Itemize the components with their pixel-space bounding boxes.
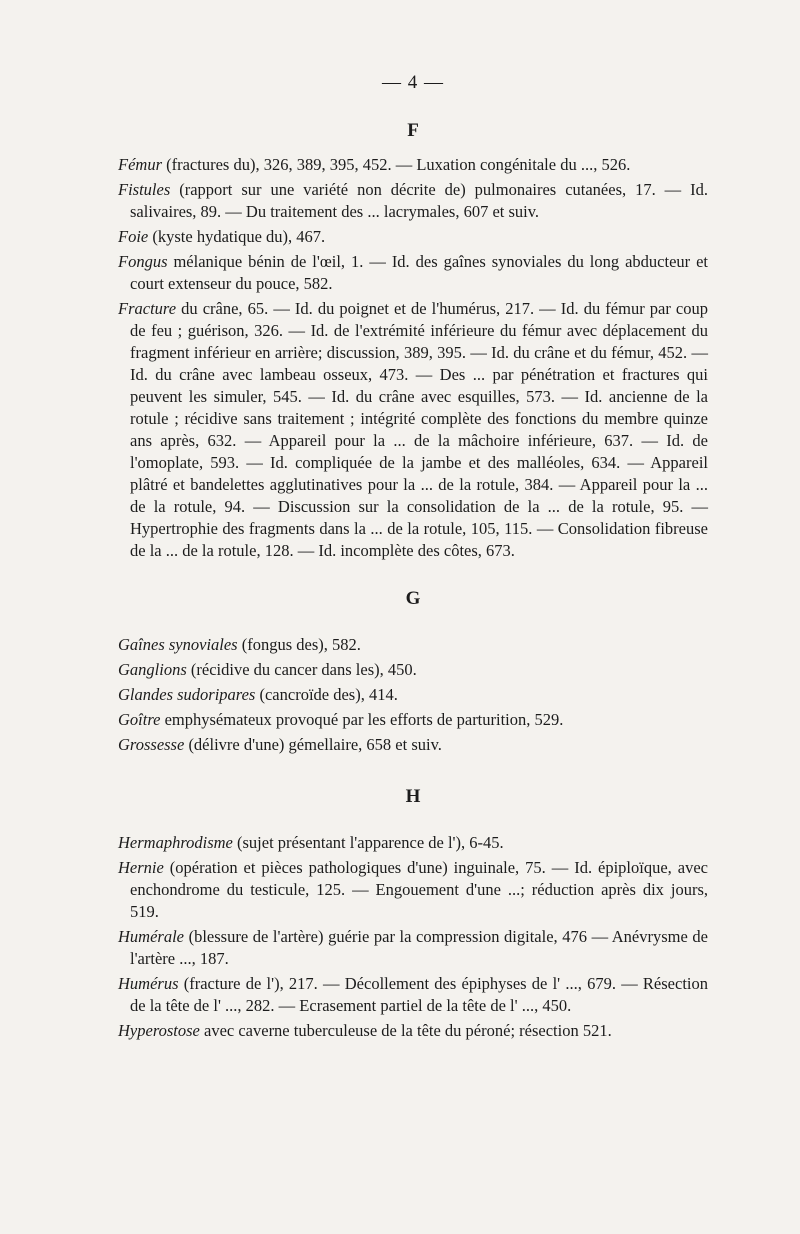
index-entry: [118, 926, 708, 970]
entry-term: Hermaphrodisme: [118, 833, 233, 852]
section-g: [118, 588, 708, 756]
index-entry: [118, 973, 708, 1017]
entry-text: mélanique bénin de l'œil, 1. — Id. des gaînes synoviales du long abducteur et court extenseur du pouce, 582.: [130, 252, 708, 293]
section-h: [118, 786, 708, 1042]
entry-text: (récidive du cancer dans les), 450.: [186, 660, 417, 679]
section-letter: G: [405, 588, 421, 609]
entry-text: (fracture de l'), 217. — Décollement des épiphyses de l' ..., 679. — Résection de la tête de l' ..., 282. — Ecrasement partiel de la tête de l' ..., 450.: [130, 974, 708, 1015]
entry-text: (fongus des), 582.: [237, 635, 361, 654]
index-entry: [118, 251, 708, 295]
entry-term: Hernie: [118, 858, 164, 877]
entry-text: (opération et pièces pathologiques d'une) inguinale, 75. — Id. épiploïque, avec enchondrome du testicule, 125. — Engouement d'une ...; réduction après dix jours, 519.: [130, 858, 708, 921]
entry-text: (kyste hydatique du), 467.: [148, 227, 326, 246]
entry-term: Ganglions: [118, 660, 187, 679]
entry-term: Fracture: [118, 299, 177, 318]
entry-term: Fémur: [118, 155, 162, 174]
entry-text: (rapport sur une variété non décrite de) pulmonaires cutanées, 17. — Id. salivaires, 89. — Du traitement des ... lacrymales, 607 et suiv.: [130, 180, 708, 221]
entry-term: Foie: [118, 227, 149, 246]
entry-text: avec caverne tuberculeuse de la tête du péroné; résection 521.: [199, 1021, 612, 1040]
entry-term: Gaînes synoviales: [118, 635, 238, 654]
entry-text: (délivre d'une) gémellaire, 658 et suiv.: [184, 735, 442, 754]
entry-term: Humérale: [118, 927, 184, 946]
index-entry: [118, 154, 708, 176]
entry-term: Goître: [118, 710, 161, 729]
entry-term: Fistules: [118, 180, 171, 199]
entry-text: emphysémateux provoqué par les efforts de parturition, 529.: [160, 710, 564, 729]
entry-text: (cancroïde des), 414.: [255, 685, 398, 704]
index-entry: [118, 226, 708, 248]
entry-text: du crâne, 65. — Id. du poignet et de l'humérus, 217. — Id. du fémur par coup de feu ; guérison, 326. — Id. de l'extrémité inférieure du fémur avec déplacement du fragment inférieur en arrière; discussion, 389, 395. — Id. du crâne et du fémur, 452. — Id. du crâne avec lambeau osseux, 473. — Des ... par pénétration et fractures qui peuvent les simuler, 545. — Id. du crâne avec esquilles, 573. — Id. ancienne de la rotule ; récidive sans traitement ; intégrité complète des fonctions du membre quinze ans après, 632. — Appareil pour la ... de la mâchoire inférieure, 637. — Id. de l'omoplate, 593. — Id. compliquée de la jambe et des malléoles, 634. — Appareil plâtré et bandelettes agglutinatives pour la ... de la rotule, 384. — Appareil pour la ... de la rotule, 94. — Discussion sur la consolidation de la ... de la rotule, 95. — Hypertrophie des fragments dans la ... de la rotule, 105, 115. — Consolidation fibreuse de la ... de la rotule, 128. — Id. incomplète des côtes, 673.: [130, 299, 708, 560]
section-f: [118, 120, 708, 562]
index-entry: [118, 179, 708, 223]
entry-text: (blessure de l'artère) guérie par la compression digitale, 476 — Anévrysme de l'artère ..., 187.: [130, 927, 708, 968]
index-entry: [118, 659, 708, 681]
section-letter: H: [405, 786, 421, 807]
entry-term: Fongus: [118, 252, 168, 271]
entry-text: (sujet présentant l'apparence de l'), 6-45.: [232, 833, 504, 852]
index-entry: [118, 832, 708, 854]
page-number: — 4 —: [382, 72, 444, 93]
index-entry: [118, 1020, 708, 1042]
entry-term: Glandes sudoripares: [118, 685, 256, 704]
index-entry: [118, 634, 708, 656]
entry-term: Grossesse: [118, 735, 185, 754]
entry-text: (fractures du), 326, 389, 395, 452. — Luxation congénitale du ..., 526.: [162, 155, 631, 174]
index-entry: [118, 298, 708, 562]
entry-term: Humérus: [118, 974, 179, 993]
index-entry: [118, 857, 708, 923]
entry-term: Hyperostose: [118, 1021, 200, 1040]
section-letter: F: [407, 120, 419, 141]
index-entry: [118, 684, 708, 706]
index-entry: [118, 734, 708, 756]
index-entry: [118, 709, 708, 731]
